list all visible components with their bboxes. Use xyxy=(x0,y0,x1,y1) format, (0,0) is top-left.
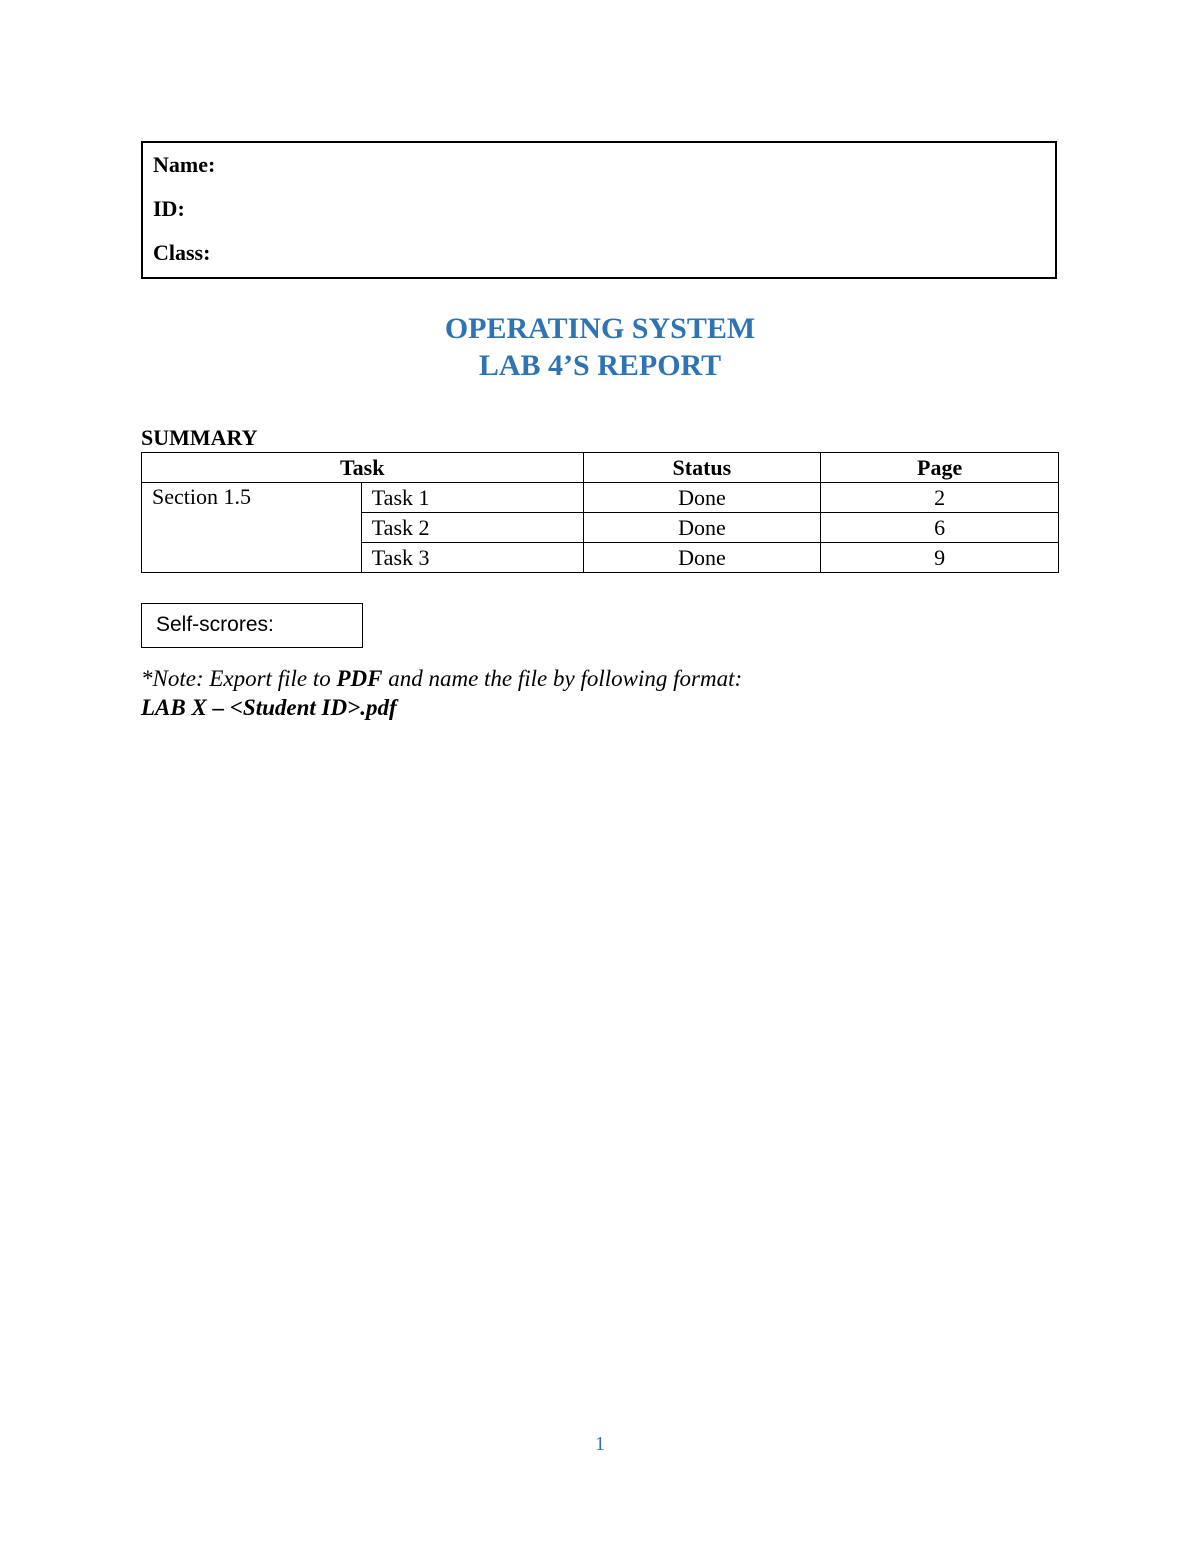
page-cell: 6 xyxy=(821,513,1059,543)
summary-heading: SUMMARY xyxy=(141,425,258,450)
table-row xyxy=(142,483,1059,513)
task-cell: Task 1 xyxy=(361,483,583,513)
page-number: 1 xyxy=(595,1433,605,1455)
document-subtitle: LAB 4’S REPORT xyxy=(478,349,722,382)
section-cell: Section 1.5 xyxy=(142,483,362,573)
summary-table xyxy=(141,452,1059,573)
header-page: Page xyxy=(821,453,1059,483)
header-task: Task xyxy=(142,453,584,483)
export-note xyxy=(141,664,742,694)
self-scores-box: Self-scrores: xyxy=(141,603,363,648)
note-suffix: and name the file by following format: xyxy=(382,666,743,691)
filename-format: LAB X – <Student ID>.pdf xyxy=(141,695,397,720)
note-prefix: *Note: Export file to xyxy=(141,666,337,691)
status-cell: Done xyxy=(583,483,821,513)
note-format-emphasis: PDF xyxy=(336,666,383,691)
name-label: Name: xyxy=(153,152,216,177)
document-title: OPERATING SYSTEM xyxy=(444,312,756,345)
task-cell: Task 2 xyxy=(361,513,583,543)
status-cell: Done xyxy=(583,543,821,573)
header-status: Status xyxy=(583,453,821,483)
student-info-box xyxy=(141,141,1057,279)
table-header-row xyxy=(142,453,1059,483)
task-cell: Task 3 xyxy=(361,543,583,573)
page-cell: 9 xyxy=(821,543,1059,573)
status-cell: Done xyxy=(583,513,821,543)
id-label: ID: xyxy=(153,196,185,221)
class-label: Class: xyxy=(153,240,211,265)
page-cell: 2 xyxy=(821,483,1059,513)
